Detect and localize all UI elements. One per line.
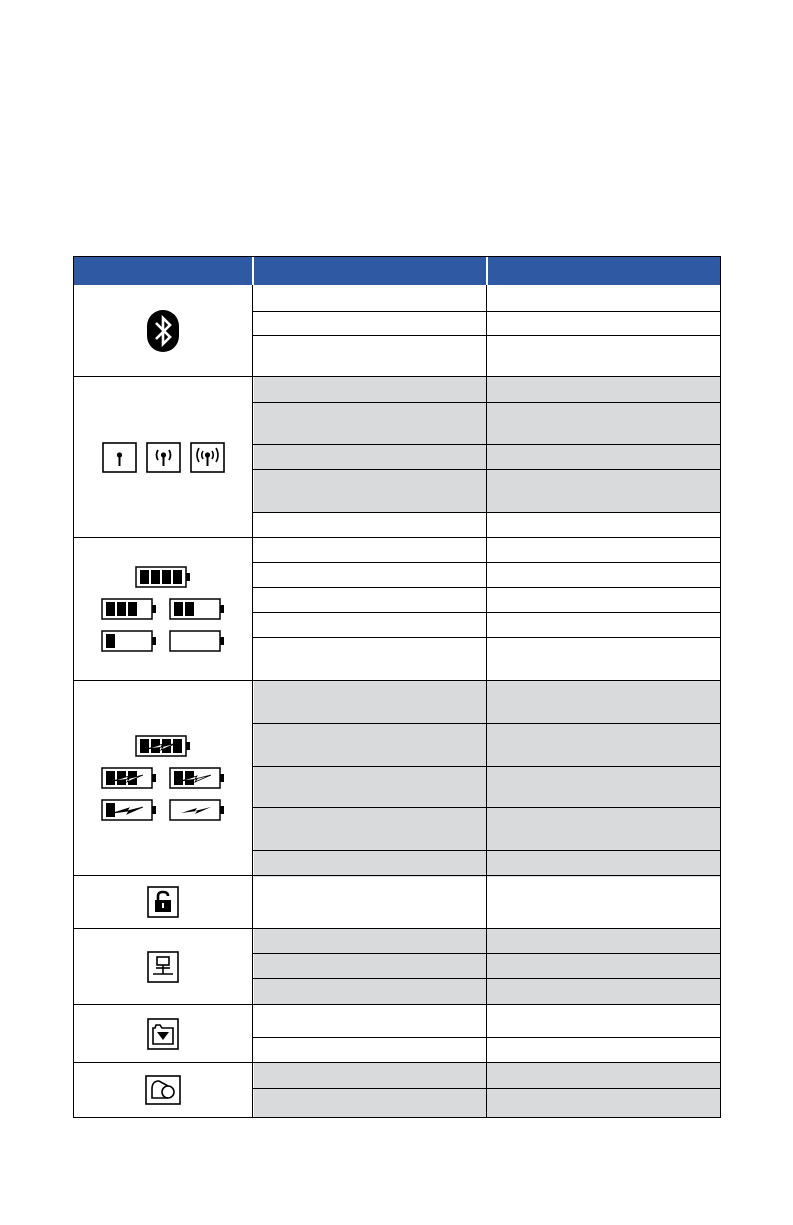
signal-high-icon bbox=[190, 442, 225, 473]
status-icon-table bbox=[73, 256, 721, 1118]
signal-cell bbox=[74, 377, 252, 537]
signal-rows-bg bbox=[254, 377, 720, 513]
download-cell bbox=[74, 1005, 252, 1062]
header-col1 bbox=[74, 257, 252, 285]
bluetooth-cell bbox=[74, 285, 252, 376]
signal-medium-icon bbox=[146, 442, 181, 473]
unlock-icon bbox=[147, 886, 179, 918]
network-rows-bg bbox=[254, 929, 720, 1005]
battery-charging-empty-icon bbox=[169, 799, 225, 821]
battery-charging-full-icon bbox=[135, 735, 191, 757]
header-col2 bbox=[254, 257, 486, 285]
download-folder-icon bbox=[147, 1018, 179, 1050]
charging-cell bbox=[74, 681, 252, 875]
battery-charging-quarter-icon bbox=[101, 799, 157, 821]
signal-low-icon bbox=[102, 442, 137, 473]
unlock-cell bbox=[74, 876, 252, 928]
battery-half-icon bbox=[169, 598, 225, 620]
battery-three-quarter-icon bbox=[101, 598, 157, 620]
charging-rows-bg bbox=[254, 681, 720, 877]
battery-quarter-icon bbox=[101, 630, 157, 652]
bluetooth-icon bbox=[146, 309, 180, 353]
network-icon bbox=[147, 951, 179, 983]
battery-charging-half-icon bbox=[169, 767, 225, 789]
header-col3 bbox=[488, 257, 720, 285]
network-cell bbox=[74, 929, 252, 1004]
battery-cell bbox=[74, 538, 252, 680]
media-cell bbox=[74, 1063, 252, 1117]
battery-charging-three-quarter-icon bbox=[101, 767, 157, 789]
media-rows-bg bbox=[254, 1063, 720, 1117]
battery-empty-icon bbox=[169, 630, 225, 652]
media-roll-icon bbox=[145, 1075, 181, 1105]
battery-full-icon bbox=[135, 566, 191, 588]
